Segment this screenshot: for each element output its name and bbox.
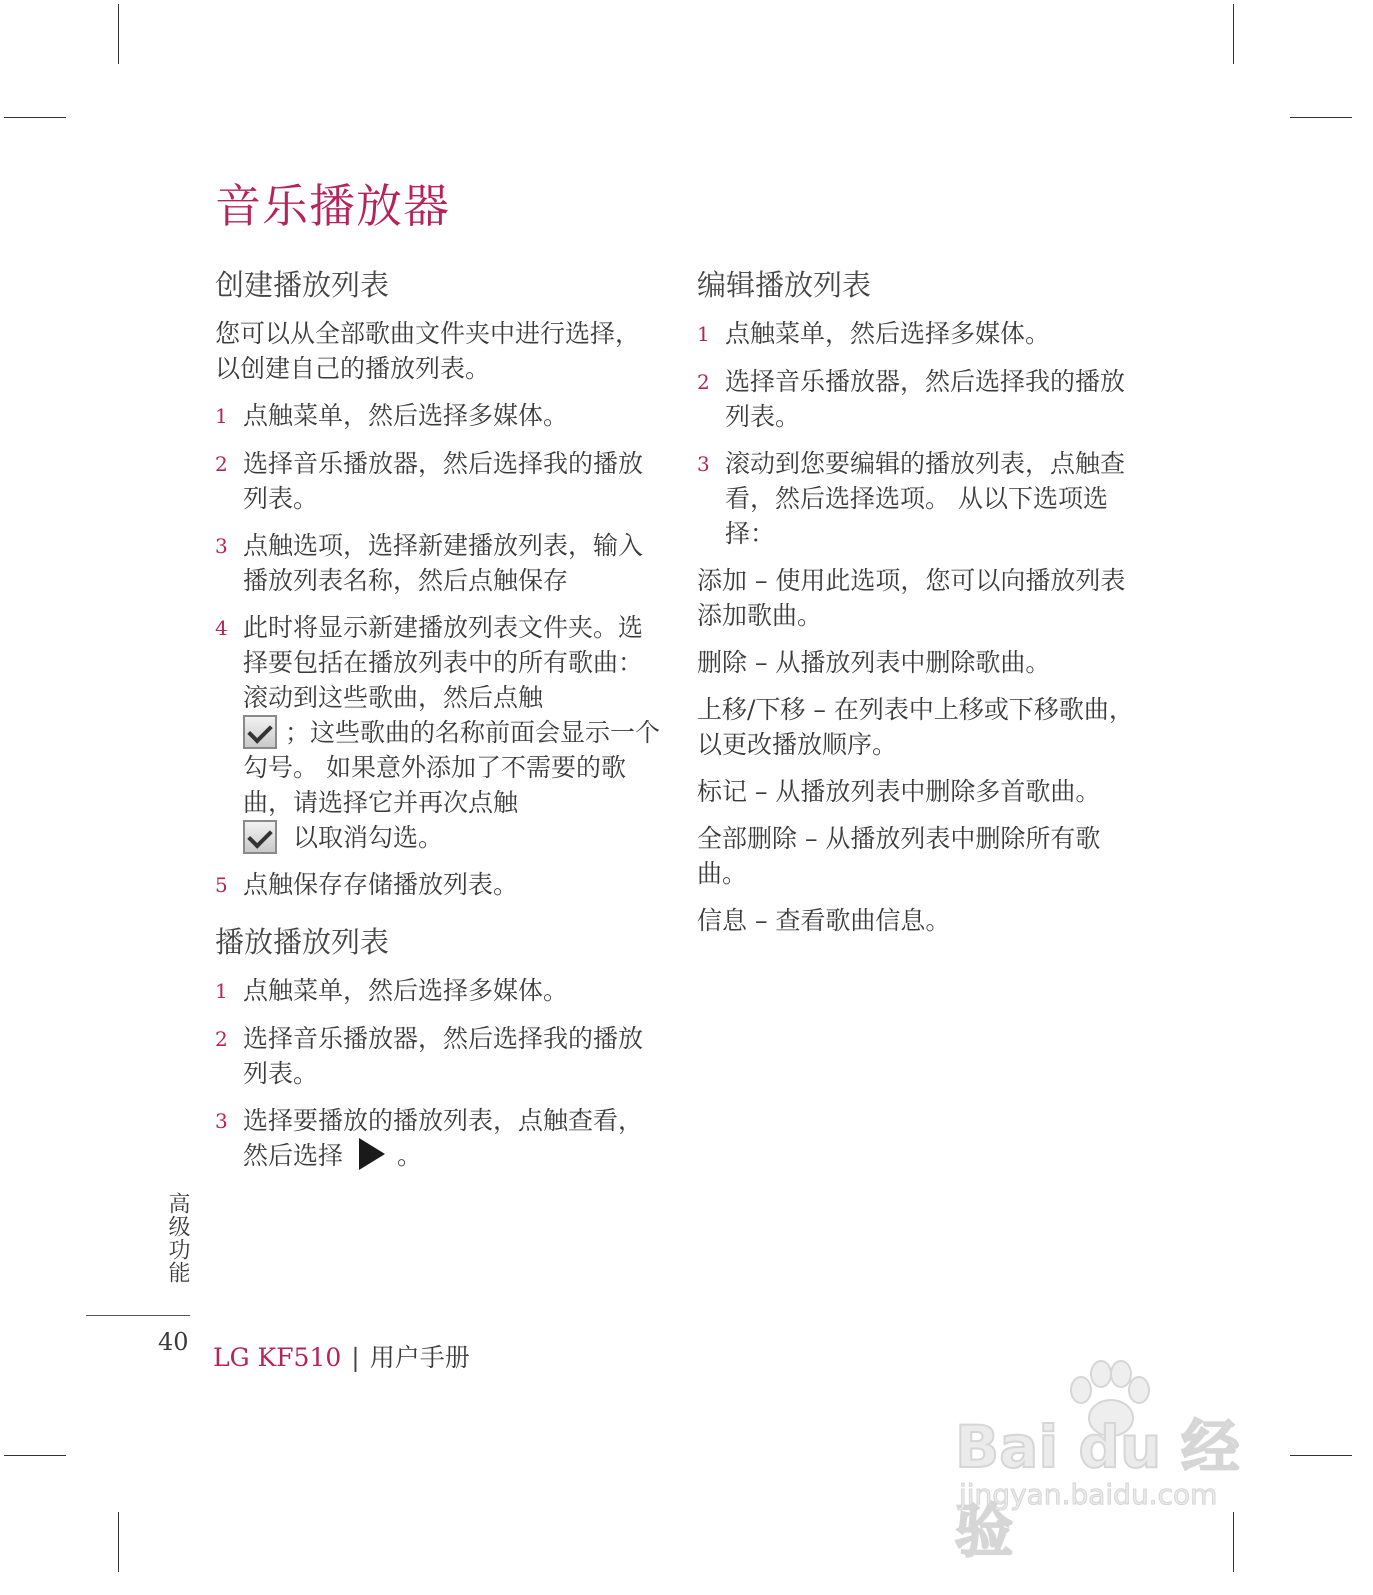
step-number: 3 [697, 452, 710, 476]
step-item [697, 446, 1145, 551]
footer-manual: 用户手册 [369, 1343, 470, 1372]
crop-mark [1233, 4, 1234, 64]
page-number: 40 [158, 1328, 189, 1356]
step-number: 2 [215, 452, 228, 476]
step-text: 选择音乐播放器，然后选择我的播放列表。 [243, 1024, 644, 1088]
step-item [215, 446, 663, 516]
footer-separator: | [351, 1343, 360, 1372]
chapter-side-label: 高级功能 [165, 1192, 190, 1284]
watermark-url: jingyan.baidu.com [959, 1478, 1218, 1511]
footer-model: LG KF510 [213, 1343, 342, 1372]
step-item [215, 1103, 663, 1173]
option-add: 添加 – 使用此选项，您可以向播放列表添加歌曲。 [697, 566, 1126, 630]
section-heading-edit: 编辑播放列表 [697, 268, 872, 302]
step-number: 1 [215, 404, 228, 428]
step-number: 2 [215, 1027, 228, 1051]
create-intro: 您可以从全部歌曲文件夹中进行选择，以创建自己的播放列表。 [215, 319, 641, 383]
crop-mark [4, 1455, 66, 1456]
step-item [215, 610, 663, 855]
step-number: 3 [215, 1109, 228, 1133]
option-info: 信息 – 查看歌曲信息。 [697, 906, 951, 935]
crop-mark [118, 1512, 119, 1572]
step-text: 点触保存存储播放列表。 [243, 870, 519, 899]
step-text-part: 。 [397, 1141, 423, 1170]
play-steps [215, 973, 663, 1173]
step-text: 点触选项，选择新建播放列表，输入播放列表名称，然后点触保存 [243, 531, 644, 595]
step-item [215, 1021, 663, 1091]
step-text-part: 选择要播放的播放列表，点触查看，然后选择 [243, 1106, 644, 1170]
crop-mark [118, 4, 119, 64]
step-text [243, 1103, 663, 1173]
step-number: 1 [697, 322, 710, 346]
section-heading-play: 播放播放列表 [215, 925, 390, 959]
step-number: 3 [215, 534, 228, 558]
step-text-part: ；这些歌曲的名称前面会显示一个勾号。 如果意外添加了不需要的歌曲，请选择它并再次点触 [243, 718, 661, 817]
baidu-watermark [955, 1360, 1275, 1565]
divider [86, 1315, 190, 1316]
step-number: 5 [215, 873, 228, 897]
option-delete-all: 全部删除 – 从播放列表中删除所有歌曲。 [697, 824, 1101, 888]
step-item [215, 867, 663, 903]
step-number: 1 [215, 979, 228, 1003]
step-number: 2 [697, 370, 710, 394]
checkbox-checked-icon [243, 820, 277, 854]
crop-mark [4, 117, 66, 118]
step-text: 点触菜单，然后选择多媒体。 [243, 401, 569, 430]
step-text: 点触菜单，然后选择多媒体。 [243, 976, 569, 1005]
step-item [697, 316, 1145, 352]
step-text: 选择音乐播放器，然后选择我的播放列表。 [725, 367, 1126, 431]
create-steps [215, 398, 663, 903]
watermark-brand: Bai du 经验 [955, 1413, 1240, 1565]
step-number: 4 [215, 616, 228, 640]
option-move: 上移/下移 – 在列表中上移或下移歌曲，以更改播放顺序。 [697, 695, 1134, 759]
step-text: 选择音乐播放器，然后选择我的播放列表。 [243, 449, 644, 513]
step-item [215, 973, 663, 1009]
step-item [215, 528, 663, 598]
left-column [215, 266, 663, 1185]
step-text-part: 此时将显示新建播放列表文件夹。选择要包括在播放列表中的所有歌曲：滚动到这些歌曲，然后点触 [243, 613, 644, 712]
checkbox-checked-icon [243, 715, 277, 749]
right-column [697, 266, 1145, 950]
footer [213, 1338, 470, 1374]
step-text: 滚动到您要编辑的播放列表，点触查看，然后选择选项。 从以下选项选择： [725, 449, 1126, 548]
step-item [697, 364, 1145, 434]
step-item [215, 398, 663, 434]
play-icon [359, 1138, 385, 1170]
option-delete: 删除 – 从播放列表中删除歌曲。 [697, 648, 1051, 677]
edit-steps [697, 316, 1145, 551]
crop-mark [1290, 117, 1352, 118]
page-title: 音乐播放器 [215, 179, 450, 233]
step-text-part: 以取消勾选。 [292, 823, 443, 852]
option-mark: 标记 – 从播放列表中删除多首歌曲。 [697, 777, 1101, 806]
step-text: 点触菜单，然后选择多媒体。 [725, 319, 1051, 348]
step-text [243, 610, 663, 855]
crop-mark [1290, 1455, 1352, 1456]
section-heading-create: 创建播放列表 [215, 268, 390, 302]
